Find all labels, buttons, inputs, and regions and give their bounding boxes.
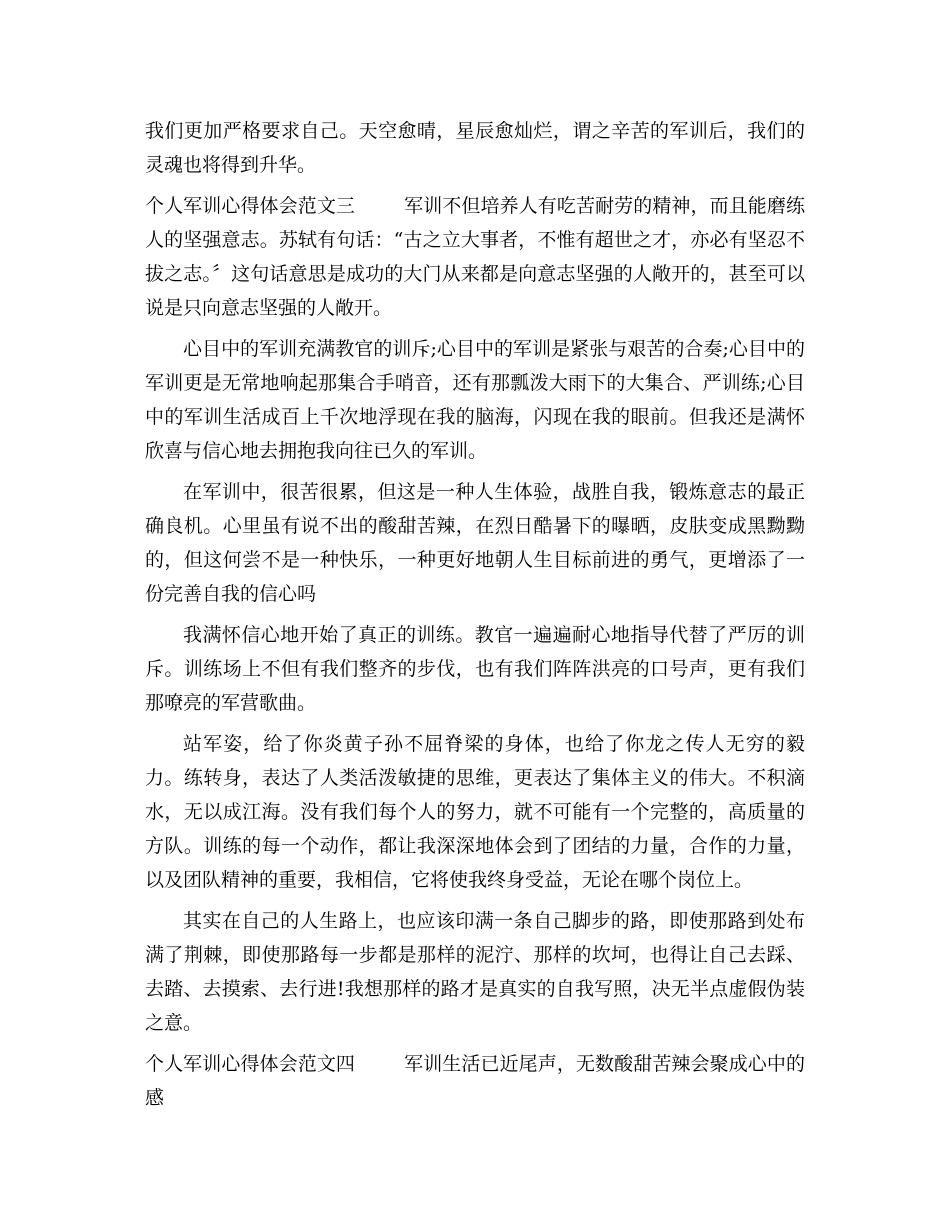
document-body	[145, 114, 805, 1122]
paragraph-text: 站军姿，给了你炎黄子孙不屈脊梁的身体，也给了你龙之传人无穷的毅力。练转身，表达了人类活泼敏捷的思维，更表达了集体主义的伟大。不积滴水，无以成江海。没有我们每个人的努力，就不可能有一个完整的，高质量的方队。训练的每一个动作，都让我深深地体会到了团结的力量，合作的力量，以及团队精神的重要，我相信，它将使我终身受益，无论在哪个岗位上。	[145, 733, 805, 891]
paragraph-section-four	[145, 1047, 805, 1115]
paragraph	[145, 618, 805, 720]
paragraph-section-three	[145, 189, 805, 325]
paragraph	[145, 332, 805, 468]
paragraph-text: 军训不但培养人有吃苦耐劳的精神，而且能磨练人的坚强意志。苏轼有句话：“古之立大事者，不惟有超世之才，亦必有坚忍不拔之志。〞这句话意思是成功的大门从来都是向意志坚强的人敞开的，甚至可以说是只向意志坚强的人敞开。	[145, 195, 805, 319]
section-heading: 个人军训心得体会范文三	[145, 195, 356, 217]
section-heading: 个人军训心得体会范文四	[145, 1053, 356, 1075]
paragraph-text: 心目中的军训充满教官的训斥;心目中的军训是紧张与艰苦的合奏;心目中的军训更是无常地响起那集合手哨音，还有那瓢泼大雨下的大集合、严训练;心目中的军训生活成百上千次地浮现在我的脑海，闪现在我的眼前。但我还是满怀欣喜与信心地去拥抱我向往已久的军训。	[145, 338, 805, 462]
paragraph-text: 军训生活已近尾声，无数酸甜苦辣会聚成心中的感	[145, 1053, 805, 1109]
paragraph	[145, 727, 805, 897]
paragraph-text: 我们更加严格要求自己。天空愈晴，星辰愈灿烂，谓之辛苦的军训后，我们的灵魂也将得到升华。	[145, 120, 805, 176]
paragraph	[145, 904, 805, 1040]
paragraph-text: 其实在自己的人生路上，也应该印满一条自己脚步的路，即使那路到处布满了荆棘，即使那路每一步都是那样的泥泞、那样的坎坷，也得让自己去踩、去踏、去摸索、去行进!我想那样的路才是真实的自我写照，决无半点虚假伪装之意。	[145, 910, 805, 1034]
paragraph-continuation	[145, 114, 805, 182]
paragraph-text: 我满怀信心地开始了真正的训练。教官一遍遍耐心地指导代替了严厉的训斥。训练场上不但有我们整齐的步伐，也有我们阵阵洪亮的口号声，更有我们那嘹亮的军营歌曲。	[145, 624, 805, 714]
paragraph-text: 在军训中，很苦很累，但这是一种人生体验，战胜自我，锻炼意志的最正确良机。心里虽有说不出的酸甜苦辣，在烈日酷暑下的曝晒，皮肤变成黑黝黝的，但这何尝不是一种快乐，一种更好地朝人生目标前进的勇气，更增添了一份完善自我的信心吗	[145, 481, 805, 605]
paragraph	[145, 475, 805, 611]
